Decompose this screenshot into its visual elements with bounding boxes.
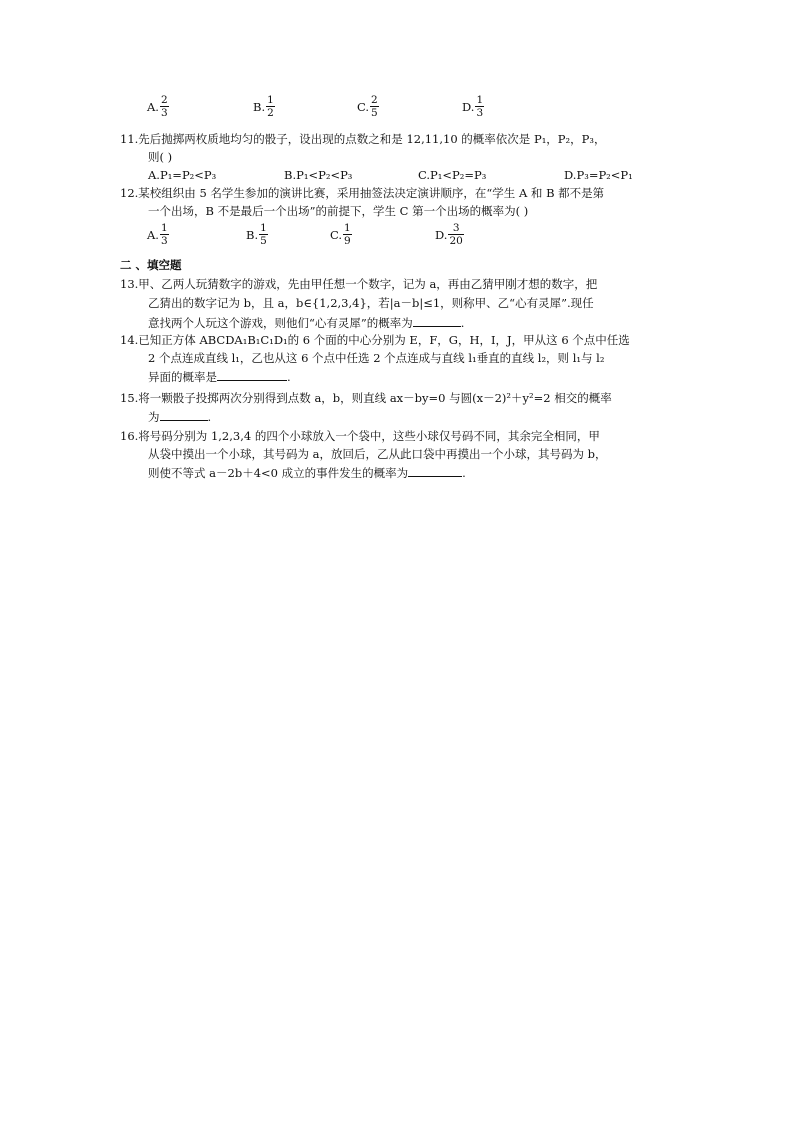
answer-blank	[160, 408, 208, 421]
q12-option-d: D. $\frac{3}{20}$	[435, 222, 463, 247]
q10-option-d: D. $\frac{1}{3}$	[462, 94, 484, 119]
q14-line-1: 14.已知正方体 ABCDA₁B₁C₁D₁的 6 个面的中心分别为 E，F，G，H，I，J，甲从这 6 个点中任选	[120, 333, 630, 347]
fraction: $\frac{2}{5}$	[371, 94, 378, 119]
q11-line-1: 11.先后抛掷两枚质地均匀的骰子，设出现的点数之和是 12,11,10 的概率依次是 P₁，P₂，P₃，	[120, 132, 606, 146]
q15-line-2: 为 .	[148, 410, 212, 424]
q13-line-2: 乙猜出的数字记为 b，且 a，b∈{1,2,3,4}，若|a－b|≤1，则称甲、乙“心有灵犀”.现任	[148, 296, 594, 310]
answer-blank	[408, 464, 462, 477]
q15-line-1: 15.将一颗骰子投掷两次分别得到点数 a，b，则直线 ax－by=0 与圆(x－2)²＋y²=2 相交的概率	[120, 391, 612, 405]
fraction: $\frac{1}{2}$	[267, 94, 274, 119]
q11-option-d: D.P₃=P₂<P₁	[564, 168, 633, 182]
fraction: $\frac{1}{3}$	[476, 94, 484, 119]
q12-line-2: 一个出场，B 不是最后一个出场”的前提下，学生 C 第一个出场的概率为( )	[148, 204, 529, 218]
q12-option-b: B. $\frac{1}{5}$	[246, 222, 267, 247]
q11-option-c: C.P₁<P₂=P₃	[418, 168, 487, 182]
q11-line-2: 则( )	[148, 150, 173, 164]
q12-option-c: C. $\frac{1}{9}$	[330, 222, 351, 247]
q12-line-1: 12.某校组织由 5 名学生参加的演讲比赛，采用抽签法决定演讲顺序，在“学生 A 和 B 都不是第	[120, 186, 605, 200]
q14-line-3: 异面的概率是 .	[148, 370, 291, 384]
q13-line-1: 13.甲、乙两人玩猜数字的游戏，先由甲任想一个数字，记为 a，再由乙猜甲刚才想的数字，把	[120, 277, 598, 291]
fraction: $\frac{1}{9}$	[344, 222, 351, 247]
q12-option-a: A. $\frac{1}{3}$	[147, 222, 168, 247]
fraction: $\frac{1}{3}$	[160, 222, 168, 247]
q16-line-3: 则使不等式 a－2b＋4<0 成立的事件发生的概率为 .	[148, 466, 466, 480]
q10-option-a: A. $\frac{2}{3}$	[147, 94, 168, 119]
q10-option-b: B. $\frac{1}{2}$	[253, 94, 274, 119]
fraction: $\frac{3}{20}$	[449, 222, 463, 247]
q16-line-1: 16.将号码分别为 1,2,3,4 的四个小球放入一个袋中，这些小球仅号码不同，其余完全相同，甲	[120, 429, 600, 443]
fraction: $\frac{1}{5}$	[260, 222, 267, 247]
q16-line-2: 从袋中摸出一个小球，其号码为 a，放回后，乙从此口袋中再摸出一个小球，其号码为 b，	[148, 447, 607, 461]
q13-line-3: 意找两个人玩这个游戏，则他们“心有灵犀”的概率为 .	[148, 316, 465, 330]
q11-option-a: A.P₁=P₂<P₃	[148, 168, 217, 182]
q11-option-b: B.P₁<P₂<P₃	[284, 168, 353, 182]
q14-line-2: 2 个点连成直线 l₁，乙也从这 6 个点中任选 2 个点连成与直线 l₁垂直的直线 l₂，则 l₁与 l₂	[148, 351, 605, 365]
section-heading: 二 、填空题	[120, 258, 182, 272]
answer-blank	[217, 368, 287, 381]
fraction: $\frac{2}{3}$	[160, 94, 168, 119]
answer-blank	[413, 314, 461, 327]
q10-option-c: C. $\frac{2}{5}$	[357, 94, 378, 119]
